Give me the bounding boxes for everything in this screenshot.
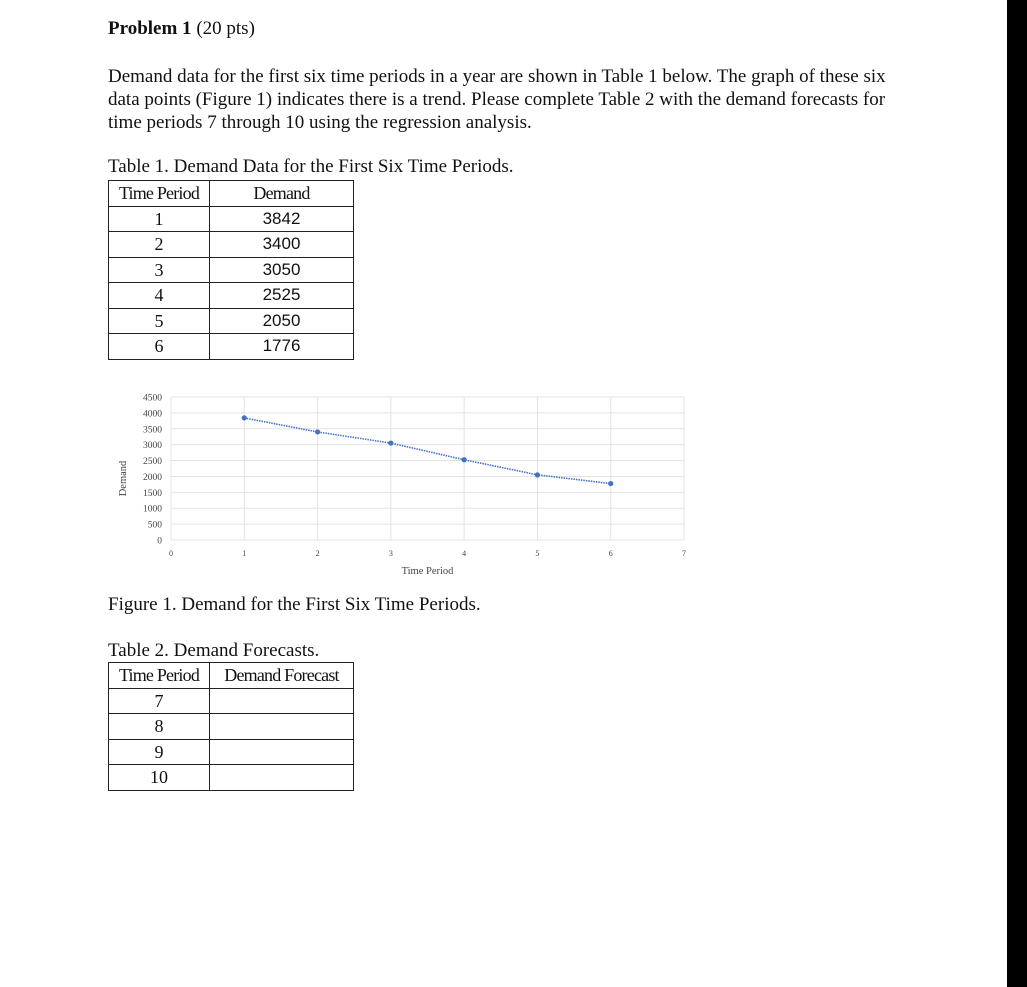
table2-forecast-cell[interactable]: [210, 765, 354, 791]
table1-demand-cell: 3400: [210, 232, 354, 258]
table1-period-cell: 3: [109, 257, 210, 283]
table-row: [109, 206, 354, 232]
table2-forecast-cell[interactable]: [210, 739, 354, 765]
y-tick-label: 1000: [143, 504, 162, 515]
table-row: [109, 765, 354, 791]
y-tick-label: 1500: [143, 488, 162, 499]
data-point: [462, 457, 467, 462]
table2-period-cell: 9: [109, 739, 210, 765]
table-row: [109, 334, 354, 360]
x-tick-label: 5: [535, 549, 540, 558]
x-tick-label: 2: [315, 549, 320, 558]
table1-demand-cell: 2525: [210, 283, 354, 309]
table1-header-period: Time Period: [109, 181, 210, 207]
table1-period-cell: 4: [109, 283, 210, 309]
x-tick-label: 3: [388, 549, 393, 558]
table1-period-cell: 2: [109, 232, 210, 258]
intro-paragraph: Demand data for the first six time periods in a year are shown in Table 1 below. The graph of these six data points (Figure 1) indicates there is a trend. Please complete Table 2 with the demand forecasts for time periods 7 through 10 using the regression analysis.: [108, 66, 886, 133]
table1-header-row: [109, 181, 354, 207]
table2-header-row: [109, 663, 354, 689]
table1-demand-cell: 3842: [210, 206, 354, 232]
table-row: [109, 257, 354, 283]
data-point: [535, 472, 540, 477]
data-point: [315, 429, 320, 434]
x-axis-title: Time Period: [401, 566, 454, 577]
data-point: [388, 440, 393, 445]
table-row: [109, 739, 354, 765]
table1-period-cell: 1: [109, 206, 210, 232]
x-tick-label: 0: [169, 549, 173, 558]
table-row: [109, 308, 354, 334]
x-tick-label: 1: [242, 549, 247, 558]
table2-forecast-cell[interactable]: [210, 688, 354, 714]
table1-header-demand: Demand: [210, 181, 354, 207]
table2-caption: Table 2. Demand Forecasts.: [108, 640, 320, 661]
y-tick-label: 500: [147, 520, 162, 531]
figure1-caption: Figure 1. Demand for the First Six Time Periods.: [108, 594, 481, 615]
table2-header-forecast: Demand Forecast: [210, 663, 354, 689]
x-tick-label: 4: [462, 549, 467, 558]
problem-label: Problem 1: [108, 18, 192, 39]
x-tick-label: 7: [682, 549, 686, 558]
x-tick-label: 6: [608, 549, 613, 558]
table1-demand-cell: 1776: [210, 334, 354, 360]
table2-period-cell: 10: [109, 765, 210, 791]
problem-title: [108, 18, 255, 40]
table1-period-cell: 6: [109, 334, 210, 360]
y-tick-label: 4000: [143, 409, 162, 420]
table-row: [109, 714, 354, 740]
y-tick-label: 0: [157, 536, 162, 547]
right-edge-bar: [1007, 0, 1027, 987]
table1-demand-cell: 2050: [210, 308, 354, 334]
y-tick-label: 4500: [143, 393, 162, 404]
table-row: [109, 688, 354, 714]
problem-points: (20 pts): [196, 18, 255, 39]
table1-demand-cell: 3050: [210, 257, 354, 283]
y-tick-label: 2000: [143, 472, 162, 483]
data-point: [242, 415, 247, 420]
table2: [108, 662, 354, 791]
table2-forecast-cell[interactable]: [210, 714, 354, 740]
table-row: [109, 283, 354, 309]
table2-header-period: Time Period: [109, 663, 210, 689]
table-row: [109, 232, 354, 258]
data-point: [608, 481, 613, 486]
table1-period-cell: 5: [109, 308, 210, 334]
table2-period-cell: 7: [109, 688, 210, 714]
series-line: [244, 418, 610, 484]
demand-chart: [110, 388, 700, 583]
y-tick-label: 3500: [143, 425, 162, 436]
y-tick-label: 2500: [143, 457, 162, 468]
table1-caption: Table 1. Demand Data for the First Six Time Periods.: [108, 156, 514, 177]
y-axis-title: Demand: [118, 460, 129, 497]
table1: [108, 180, 354, 360]
table2-period-cell: 8: [109, 714, 210, 740]
y-tick-label: 3000: [143, 441, 162, 452]
